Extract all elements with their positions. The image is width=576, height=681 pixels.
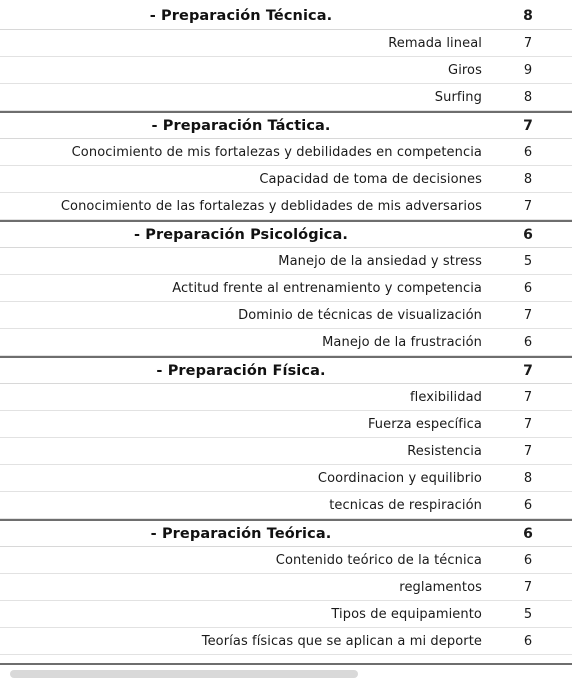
item-score: 6 — [523, 334, 533, 350]
section-title: - Preparación Teórica. — [150, 525, 332, 542]
table-row — [0, 193, 572, 220]
item-label: flexibilidad — [409, 389, 482, 405]
table-row — [0, 465, 572, 492]
section-score: 6 — [523, 525, 533, 542]
table-row — [0, 248, 572, 275]
table-row — [0, 166, 572, 193]
section-title: - Preparación Psicológica. — [134, 226, 348, 243]
section-header — [0, 2, 572, 30]
item-label: Tipos de equipamiento — [331, 606, 482, 622]
item-label: Dominio de técnicas de visualización — [238, 307, 482, 323]
item-score: 7 — [523, 198, 533, 214]
table-row — [0, 601, 572, 628]
item-label: Teorías físicas que se aplican a mi deporte — [201, 633, 482, 649]
table-row — [0, 574, 572, 601]
item-score: 6 — [523, 497, 533, 513]
item-label: Giros — [448, 62, 482, 78]
item-score: 7 — [523, 35, 533, 51]
item-score: 6 — [523, 144, 533, 160]
section-header — [0, 519, 572, 547]
item-score: 5 — [523, 253, 533, 269]
item-score: 8 — [523, 89, 533, 105]
item-label: Contenido teórico de la técnica — [275, 552, 482, 568]
table-row — [0, 57, 572, 84]
table-row — [0, 329, 572, 356]
item-label: Fuerza específica — [367, 416, 482, 432]
item-label: tecnicas de respiración — [329, 497, 482, 513]
item-label: Resistencia — [407, 443, 482, 459]
table-row — [0, 84, 572, 111]
scrollbar-thumb[interactable] — [10, 670, 358, 678]
item-score: 5 — [523, 606, 533, 622]
item-score: 8 — [523, 470, 533, 486]
section-header — [0, 220, 572, 248]
item-label: Coordinacion y equilibrio — [317, 470, 482, 486]
table-row — [0, 302, 572, 329]
item-label: reglamentos — [399, 579, 482, 595]
table-row — [0, 30, 572, 57]
table-bottom-border — [0, 663, 572, 665]
section-score: 6 — [523, 226, 533, 243]
table-row — [0, 275, 572, 302]
item-label: Manejo de la frustración — [322, 334, 482, 350]
item-label: Remada lineal — [388, 35, 482, 51]
table-row — [0, 628, 572, 655]
table-row — [0, 411, 572, 438]
section-title: - Preparación Técnica. — [149, 7, 333, 24]
item-label: Conocimiento de las fortalezas y deblidades de mis adversarios — [60, 198, 482, 214]
table-row — [0, 139, 572, 166]
item-score: 7 — [523, 443, 533, 459]
table-row — [0, 492, 572, 519]
table-row — [0, 438, 572, 465]
item-score: 8 — [523, 171, 533, 187]
section-title: - Preparación Táctica. — [151, 117, 331, 134]
item-score: 6 — [523, 633, 533, 649]
section-score: 7 — [523, 117, 533, 134]
item-score: 7 — [523, 416, 533, 432]
item-score: 7 — [523, 389, 533, 405]
item-score: 7 — [523, 307, 533, 323]
score-table — [0, 2, 572, 655]
item-label: Actitud frente al entrenamiento y competencia — [172, 280, 482, 296]
table-row — [0, 384, 572, 411]
table-row — [0, 547, 572, 574]
section-score: 7 — [523, 362, 533, 379]
item-label: Capacidad de toma de decisiones — [259, 171, 482, 187]
section-title: - Preparación Física. — [156, 362, 326, 379]
item-label: Manejo de la ansiedad y stress — [278, 253, 482, 269]
item-score: 7 — [523, 579, 533, 595]
item-label: Surfing — [434, 89, 482, 105]
item-label: Conocimiento de mis fortalezas y debilidades en competencia — [71, 144, 482, 160]
item-score: 9 — [523, 62, 533, 78]
section-header — [0, 111, 572, 139]
section-score: 8 — [523, 7, 533, 24]
item-score: 6 — [523, 552, 533, 568]
item-score: 6 — [523, 280, 533, 296]
section-header — [0, 356, 572, 384]
